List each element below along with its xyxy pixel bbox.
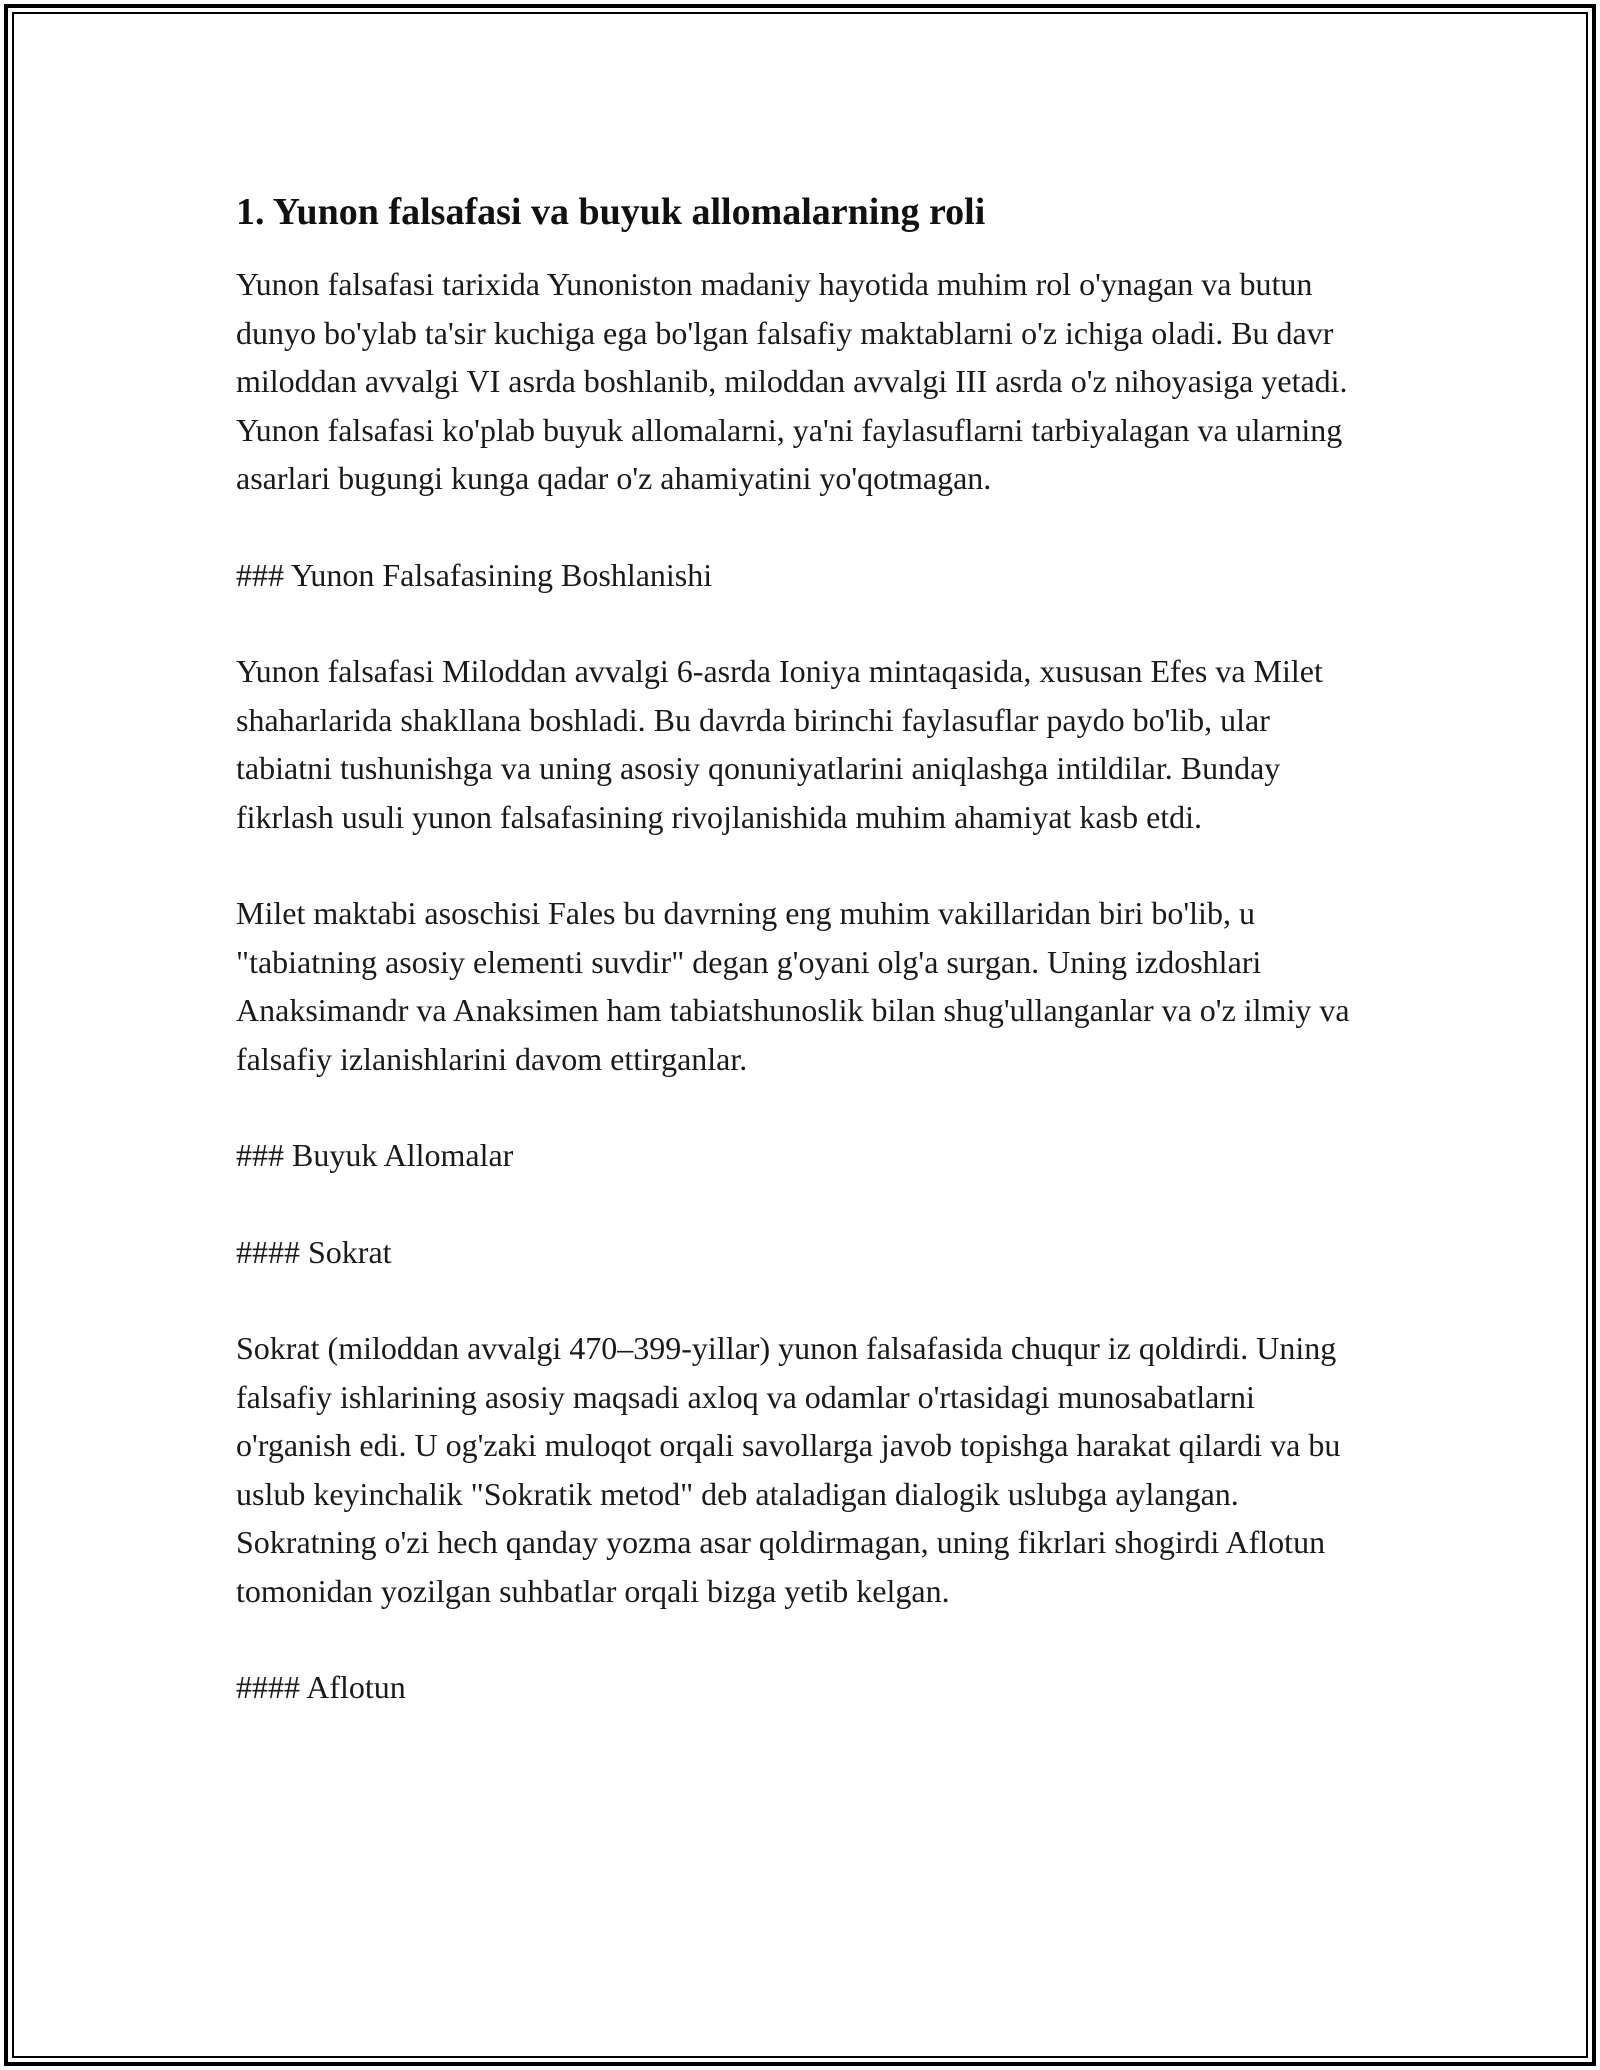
document-page [236, 186, 1366, 1760]
subsection-heading-sokrat: #### Sokrat [236, 1233, 392, 1270]
section-heading-beginning: ### Yunon Falsafasining Boshlanishi [236, 556, 713, 593]
intro-paragraph: Yunon falsafasi tarixida Yunoniston madaniy hayotida muhim rol o'ynagan va butun dunyo bo'ylab ta'sir kuchiga ega bo'lgan falsafiy maktablarni o'z ichiga oladi. Bu davr miloddan avvalgi VI asrda boshlanib, miloddan avvalgi III asrda o'z nihoyasiga yetadi. Yunon falsafasi ko'plab buyuk allomalarni, ya'ni faylasuflarni tarbiyalagan va ularning asarlari bugungi kunga qadar o'z ahamiyatini yo'qotmagan. [236, 266, 1348, 496]
sokrat-paragraph: Sokrat (miloddan avvalgi 470–399-yillar) yunon falsafasida chuqur iz qoldirdi. Uning falsafiy ishlarining asosiy maqsadi axloq va odamlar o'rtasidagi munosabatlarni o'rganish edi. U og'zaki muloqot orqali savollarga javob topishga harakat qilardi va bu uslub keyinchalik "Sokratik metod" deb ataladigan dialogik uslubga aylangan. Sokratning o'zi hech qanday yozma asar qoldirmagan, uning fikrlari shogirdi Aflotun tomonidan yozilgan suhbatlar orqali bizga yetib kelgan. [236, 1330, 1341, 1609]
subsection-heading-aflotun: #### Aflotun [236, 1669, 406, 1705]
beginning-paragraph: Yunon falsafasi Miloddan avvalgi 6-asrda Ioniya mintaqasida, xususan Efes va Milet shaharlarida shakllana boshladi. Bu davrda birinchi faylasuflar paydo bo'lib, ular tabiatni tushunishga va uning asosiy qonuniyatlarini aniqlashga intildilar. Bunday fikrlash usuli yunon falsafasining rivojlanishida muhim ahamiyat kasb etdi. [236, 653, 1323, 835]
milet-school-paragraph: Milet maktabi asoschisi Fales bu davrning eng muhim vakillaridan biri bo'lib, u "tabiatning asosiy elementi suvdir" degan g'oyani olg'a surgan. Uning izdoshlari Anaksimandr va Anaksimen ham tabiatshunoslik bilan shug'ullanganlar va o'z ilmiy va falsafiy izlanishlarini davom ettirganlar. [236, 895, 1350, 1077]
document-title: 1. Yunon falsafasi va buyuk allomalarning roli [236, 191, 986, 233]
section-heading-great-scholars: ### Buyuk Allomalar [236, 1137, 514, 1173]
